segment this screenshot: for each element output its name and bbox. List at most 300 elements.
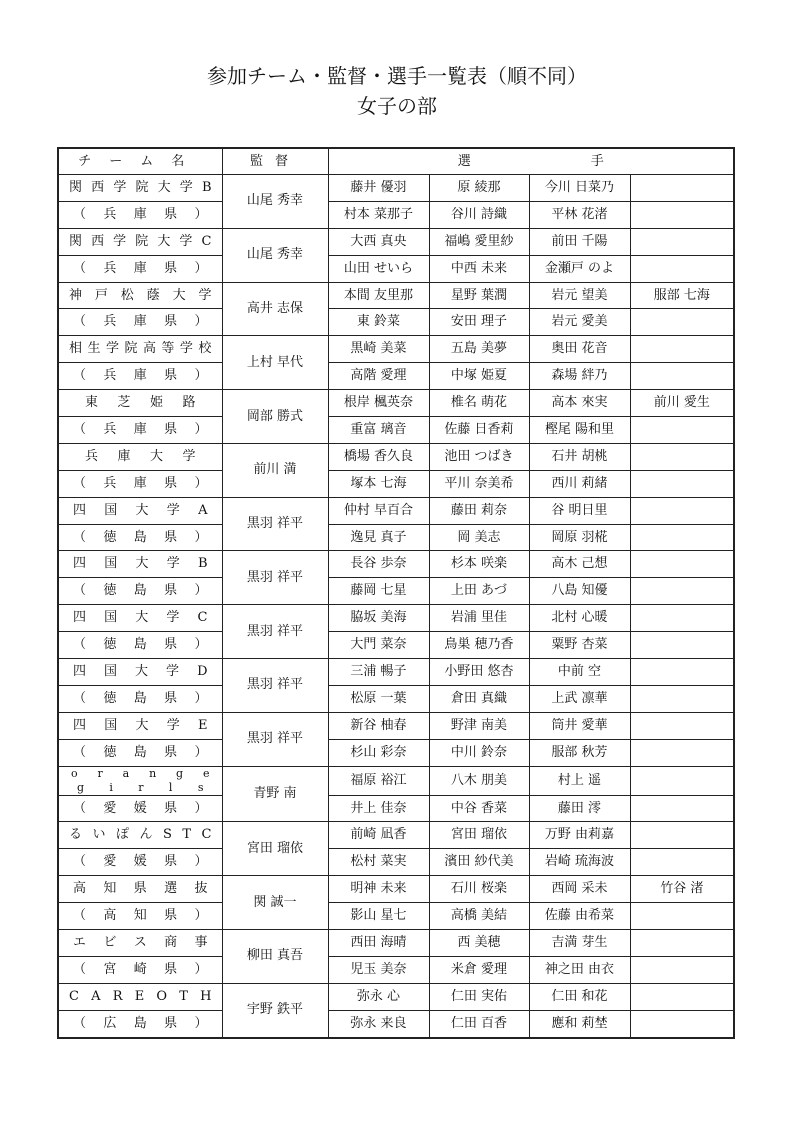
team-name xyxy=(58,930,222,957)
team-prefecture xyxy=(58,685,222,712)
coach-name: 山尾 秀幸 xyxy=(222,175,328,229)
team-name xyxy=(58,390,222,417)
char: B xyxy=(201,179,212,195)
char: 県 xyxy=(164,260,178,276)
char: （ xyxy=(73,583,87,599)
char: i xyxy=(109,780,113,794)
team-name xyxy=(58,766,222,795)
coach-name: 青野 南 xyxy=(222,766,328,822)
team-prefecture xyxy=(58,417,222,444)
char: 芝 xyxy=(117,395,131,411)
header-coach: 監督 xyxy=(222,148,328,175)
char: 県 xyxy=(164,421,178,437)
char: 院 xyxy=(135,179,149,195)
char: 県 xyxy=(164,961,178,977)
player-cell xyxy=(630,956,734,983)
player-cell xyxy=(630,795,734,822)
char: 県 xyxy=(164,206,178,222)
char: s xyxy=(197,780,204,794)
char: 兵 xyxy=(103,475,117,491)
distributed-text xyxy=(59,909,222,923)
player-cell: 前田 千陽 xyxy=(529,228,630,255)
char: 学 xyxy=(166,610,180,626)
char: ぽ xyxy=(116,827,130,843)
player-cell: 樫尾 陽和里 xyxy=(529,417,630,444)
distributed-text xyxy=(59,181,222,195)
player-cell: 弥永 心 xyxy=(328,983,429,1010)
coach-name: 山尾 秀幸 xyxy=(222,228,328,282)
char: 院 xyxy=(135,233,149,249)
player-cell: 杉山 彩奈 xyxy=(328,739,429,766)
team-row xyxy=(58,983,734,1010)
char: 高 xyxy=(103,908,117,924)
player-cell: 中谷 香菜 xyxy=(429,795,529,822)
player-cell: 西田 海晴 xyxy=(328,930,429,957)
char: （ xyxy=(73,314,87,330)
team-prefecture xyxy=(58,956,222,983)
char: 県 xyxy=(164,1015,178,1031)
char: 学 xyxy=(179,233,193,249)
player-cell: 椎名 萌花 xyxy=(429,390,529,417)
char: 島 xyxy=(133,744,147,760)
char: 高 xyxy=(142,341,156,357)
player-cell: 佐藤 日香莉 xyxy=(429,417,529,444)
team-prefecture xyxy=(58,255,222,282)
team-prefecture xyxy=(58,470,222,497)
player-cell xyxy=(630,930,734,957)
player-cell: 星野 葉潤 xyxy=(429,282,529,309)
player-cell: 原 綾那 xyxy=(429,175,529,202)
player-cell: 中塚 姫夏 xyxy=(429,363,529,390)
char: C xyxy=(69,988,79,1004)
char: る xyxy=(69,827,83,843)
team-prefecture xyxy=(58,363,222,390)
char: 島 xyxy=(133,637,147,653)
distributed-text xyxy=(59,504,222,518)
coach-name: 黒羽 祥平 xyxy=(222,551,328,605)
player-cell: 奥田 花音 xyxy=(529,336,630,363)
char: 県 xyxy=(164,583,178,599)
player-cell: 粟野 杏菜 xyxy=(529,632,630,659)
team-name xyxy=(58,282,222,309)
player-cell: 西川 莉緒 xyxy=(529,470,630,497)
player-cell: 服部 七海 xyxy=(630,282,734,309)
team-prefecture xyxy=(58,309,222,336)
team-row xyxy=(58,443,734,470)
char: B xyxy=(197,556,208,572)
player-cell: 高木 己想 xyxy=(529,551,630,578)
char: S xyxy=(163,827,172,843)
team-name xyxy=(58,228,222,255)
char: （ xyxy=(73,637,87,653)
team-name xyxy=(58,551,222,578)
team-row xyxy=(58,175,734,202)
char: 庫 xyxy=(133,475,147,491)
player-cell xyxy=(630,470,734,497)
char: 商 xyxy=(164,934,178,950)
header-players: 選手 xyxy=(328,148,734,175)
char: o xyxy=(71,766,78,780)
char: （ xyxy=(73,854,87,870)
player-cell: 安田 理子 xyxy=(429,309,529,336)
player-cell: 井上 佳奈 xyxy=(328,795,429,822)
player-cell: 竹谷 渚 xyxy=(630,876,734,903)
char: 大 xyxy=(135,502,149,518)
char: （ xyxy=(73,1015,87,1031)
player-cell: 平川 奈美希 xyxy=(429,470,529,497)
char: （ xyxy=(73,206,87,222)
player-cell: 東 鈴菜 xyxy=(328,309,429,336)
char: C xyxy=(201,233,212,249)
char: 愛 xyxy=(103,800,117,816)
team-row xyxy=(58,336,734,363)
header-row xyxy=(58,148,734,175)
char: 四 xyxy=(73,610,87,626)
team-row-2 xyxy=(58,201,734,228)
char: 県 xyxy=(164,637,178,653)
distributed-text xyxy=(59,638,222,652)
player-cell xyxy=(630,712,734,739)
distributed-text xyxy=(59,531,222,545)
team-row xyxy=(58,497,734,524)
player-cell xyxy=(630,632,734,659)
distributed-text xyxy=(59,828,222,842)
team-row-2 xyxy=(58,739,734,766)
char: ） xyxy=(194,854,208,870)
char: ） xyxy=(194,314,208,330)
team-prefecture xyxy=(58,849,222,876)
char: 大 xyxy=(172,287,186,303)
team-name xyxy=(58,497,222,524)
char: 学 xyxy=(179,179,193,195)
distributed-text xyxy=(59,423,222,437)
char: D xyxy=(197,663,208,679)
char: 島 xyxy=(133,529,147,545)
team-row-2 xyxy=(58,849,734,876)
team-row-2 xyxy=(58,470,734,497)
distributed-text xyxy=(59,936,222,950)
distributed-text xyxy=(59,315,222,329)
char: 相 xyxy=(69,341,83,357)
team-row xyxy=(58,551,734,578)
player-cell: 岡原 羽椛 xyxy=(529,524,630,551)
distributed-text xyxy=(59,1017,222,1031)
char: 等 xyxy=(161,341,175,357)
player-cell: 金瀬戸 のよ xyxy=(529,255,630,282)
char: 西 xyxy=(91,233,105,249)
char: 関 xyxy=(69,233,83,249)
player-cell xyxy=(630,497,734,524)
char: 庫 xyxy=(133,314,147,330)
char: 県 xyxy=(164,368,178,384)
coach-name: 柳田 真吾 xyxy=(222,930,328,984)
char: ） xyxy=(194,260,208,276)
char: 媛 xyxy=(133,800,147,816)
team-prefecture xyxy=(58,524,222,551)
char: 戸 xyxy=(94,287,108,303)
char: ） xyxy=(194,206,208,222)
player-cell xyxy=(630,201,734,228)
coach-name: 黒羽 祥平 xyxy=(222,497,328,551)
coach-name: 高井 志保 xyxy=(222,282,328,336)
coach-name: 関 誠一 xyxy=(222,876,328,930)
header-team: チーム名 xyxy=(58,148,222,175)
char: 知 xyxy=(103,881,117,897)
player-cell: 仁田 百香 xyxy=(429,1010,529,1037)
char: R xyxy=(112,988,123,1004)
char: T xyxy=(179,988,188,1004)
char: H xyxy=(200,988,212,1004)
team-row-2 xyxy=(58,632,734,659)
player-cell: 岩元 望美 xyxy=(529,282,630,309)
team-row-2 xyxy=(58,524,734,551)
distributed-text xyxy=(59,289,222,303)
char: 県 xyxy=(133,881,147,897)
player-cell: 吉満 芽生 xyxy=(529,930,630,957)
char: 学 xyxy=(166,663,180,679)
player-cell: 森場 絆乃 xyxy=(529,363,630,390)
player-cell: 大門 菜奈 xyxy=(328,632,429,659)
char: 県 xyxy=(164,744,178,760)
player-cell: 岡 美志 xyxy=(429,524,529,551)
char: 庫 xyxy=(133,368,147,384)
char: 崎 xyxy=(133,961,147,977)
team-prefecture xyxy=(58,632,222,659)
char: ） xyxy=(194,908,208,924)
char: 神 xyxy=(69,287,83,303)
char: エ xyxy=(73,934,87,950)
char: E xyxy=(198,717,208,733)
char: 国 xyxy=(104,556,118,572)
player-cell xyxy=(630,443,734,470)
distributed-text xyxy=(59,665,222,679)
char: E xyxy=(134,988,145,1004)
player-cell: 大西 真央 xyxy=(328,228,429,255)
player-cell xyxy=(630,417,734,444)
char: r xyxy=(97,766,103,780)
distributed-text xyxy=(59,990,222,1004)
player-cell: 宮田 瑠依 xyxy=(429,822,529,849)
distributed-text xyxy=(59,963,222,977)
player-cell: 杉本 咲楽 xyxy=(429,551,529,578)
char: （ xyxy=(73,961,87,977)
player-cell: 松原 一葉 xyxy=(328,685,429,712)
distributed-text xyxy=(59,208,222,222)
char: 学 xyxy=(113,233,127,249)
team-row-2 xyxy=(58,956,734,983)
player-cell: 根岸 楓英奈 xyxy=(328,390,429,417)
team-name xyxy=(58,712,222,739)
player-cell: 前川 愛生 xyxy=(630,390,734,417)
player-cell: 仁田 実佑 xyxy=(429,983,529,1010)
char: 広 xyxy=(103,1015,117,1031)
char: 東 xyxy=(85,395,99,411)
char: 大 xyxy=(135,556,149,572)
player-cell: 三浦 暢子 xyxy=(328,659,429,686)
team-row-2 xyxy=(58,795,734,822)
char: 兵 xyxy=(103,314,117,330)
player-cell: 谷 明日里 xyxy=(529,497,630,524)
player-cell: 應和 莉埜 xyxy=(529,1010,630,1037)
player-cell: 藤井 優羽 xyxy=(328,175,429,202)
player-cell xyxy=(630,524,734,551)
char: ） xyxy=(194,583,208,599)
player-cell xyxy=(630,903,734,930)
distributed-text xyxy=(59,342,222,356)
char: （ xyxy=(73,529,87,545)
char: 県 xyxy=(164,690,178,706)
player-cell: 池田 つばき xyxy=(429,443,529,470)
char: （ xyxy=(73,368,87,384)
player-cell: 野津 南美 xyxy=(429,712,529,739)
distributed-text xyxy=(59,584,222,598)
char: ） xyxy=(194,529,208,545)
team-prefecture xyxy=(58,201,222,228)
char: 抜 xyxy=(194,881,208,897)
player-cell: 橋場 香久良 xyxy=(328,443,429,470)
player-cell: 岩元 愛美 xyxy=(529,309,630,336)
player-cell: 石井 胡桃 xyxy=(529,443,630,470)
char: 四 xyxy=(73,556,87,572)
team-row-2 xyxy=(58,363,734,390)
char: A xyxy=(198,502,208,518)
player-cell: 高本 來実 xyxy=(529,390,630,417)
coach-name: 宮田 瑠依 xyxy=(222,822,328,876)
team-name xyxy=(58,876,222,903)
player-cell: 黒崎 美菜 xyxy=(328,336,429,363)
player-cell xyxy=(630,363,734,390)
char: 徳 xyxy=(103,690,117,706)
player-cell: 小野田 悠杏 xyxy=(429,659,529,686)
team-prefecture xyxy=(58,1010,222,1037)
distributed-text xyxy=(59,450,222,464)
team-row xyxy=(58,876,734,903)
player-cell xyxy=(630,849,734,876)
player-cell: 倉田 真織 xyxy=(429,685,529,712)
player-cell xyxy=(630,659,734,686)
player-cell: 明神 未来 xyxy=(328,876,429,903)
player-cell: 鳥巣 穂乃香 xyxy=(429,632,529,659)
char: 兵 xyxy=(103,260,117,276)
team-prefecture xyxy=(58,795,222,822)
player-cell: 新谷 柚春 xyxy=(328,712,429,739)
distributed-text xyxy=(59,855,222,869)
char: 学 xyxy=(179,341,193,357)
char: 大 xyxy=(135,717,149,733)
player-cell xyxy=(630,739,734,766)
char: 学 xyxy=(182,448,196,464)
char: ） xyxy=(194,368,208,384)
distributed-text xyxy=(59,719,222,733)
char: ビ xyxy=(103,934,117,950)
char: 兵 xyxy=(103,421,117,437)
char: 校 xyxy=(198,341,212,357)
player-cell: 村上 遥 xyxy=(529,766,630,795)
player-cell: 北村 心暖 xyxy=(529,605,630,632)
player-cell: 西 美穂 xyxy=(429,930,529,957)
char: 選 xyxy=(164,881,178,897)
distributed-text xyxy=(59,802,222,816)
player-cell xyxy=(630,605,734,632)
player-cell: 重富 璃音 xyxy=(328,417,429,444)
char: ス xyxy=(133,934,147,950)
char: 県 xyxy=(164,908,178,924)
team-name xyxy=(58,822,222,849)
char: 徳 xyxy=(103,637,117,653)
player-cell xyxy=(630,685,734,712)
char: 西 xyxy=(91,179,105,195)
player-cell: 高橋 美結 xyxy=(429,903,529,930)
player-cell: 村本 菜那子 xyxy=(328,201,429,228)
player-cell xyxy=(630,1010,734,1037)
char: 国 xyxy=(104,663,118,679)
player-cell: 上武 凛華 xyxy=(529,685,630,712)
char: e xyxy=(202,766,210,780)
char: （ xyxy=(73,475,87,491)
player-cell: 逸見 真子 xyxy=(328,524,429,551)
char: 関 xyxy=(69,179,83,195)
team-name-line-2 xyxy=(59,781,222,795)
char: A xyxy=(91,988,101,1004)
char: 県 xyxy=(164,800,178,816)
player-cell: 藤岡 七星 xyxy=(328,578,429,605)
char: 四 xyxy=(73,663,87,679)
char: （ xyxy=(73,260,87,276)
coach-name: 黒羽 祥平 xyxy=(222,605,328,659)
char: g xyxy=(77,780,85,794)
team-row-2 xyxy=(58,417,734,444)
char: 島 xyxy=(133,583,147,599)
player-cell: 今川 日菜乃 xyxy=(529,175,630,202)
player-cell xyxy=(630,578,734,605)
char: 庫 xyxy=(117,448,131,464)
char: 県 xyxy=(164,314,178,330)
team-name xyxy=(58,659,222,686)
char: T xyxy=(182,827,192,843)
player-cell: 佐藤 由希菜 xyxy=(529,903,630,930)
char: 高 xyxy=(73,881,87,897)
team-row xyxy=(58,605,734,632)
player-cell xyxy=(630,336,734,363)
char: 蔭 xyxy=(146,287,160,303)
distributed-text xyxy=(59,369,222,383)
char: （ xyxy=(73,690,87,706)
team-row-2 xyxy=(58,903,734,930)
char: （ xyxy=(73,421,87,437)
player-cell: 長谷 歩奈 xyxy=(328,551,429,578)
char: r xyxy=(138,780,144,794)
char: 路 xyxy=(182,395,196,411)
player-cell xyxy=(630,766,734,795)
char: 国 xyxy=(104,610,118,626)
player-cell: 中川 鈴奈 xyxy=(429,739,529,766)
distributed-text xyxy=(59,396,222,410)
char: l xyxy=(168,780,173,794)
char: C xyxy=(201,827,212,843)
player-cell: 松村 菜実 xyxy=(328,849,429,876)
char: ） xyxy=(194,1015,208,1031)
player-cell: 弥永 来良 xyxy=(328,1010,429,1037)
char: ） xyxy=(194,421,208,437)
char: 庫 xyxy=(133,206,147,222)
player-cell: 高階 愛理 xyxy=(328,363,429,390)
player-cell: 上田 あづ xyxy=(429,578,529,605)
char: 県 xyxy=(164,854,178,870)
char: 大 xyxy=(157,233,171,249)
char: （ xyxy=(73,908,87,924)
char: 兵 xyxy=(85,448,99,464)
char: 生 xyxy=(87,341,101,357)
